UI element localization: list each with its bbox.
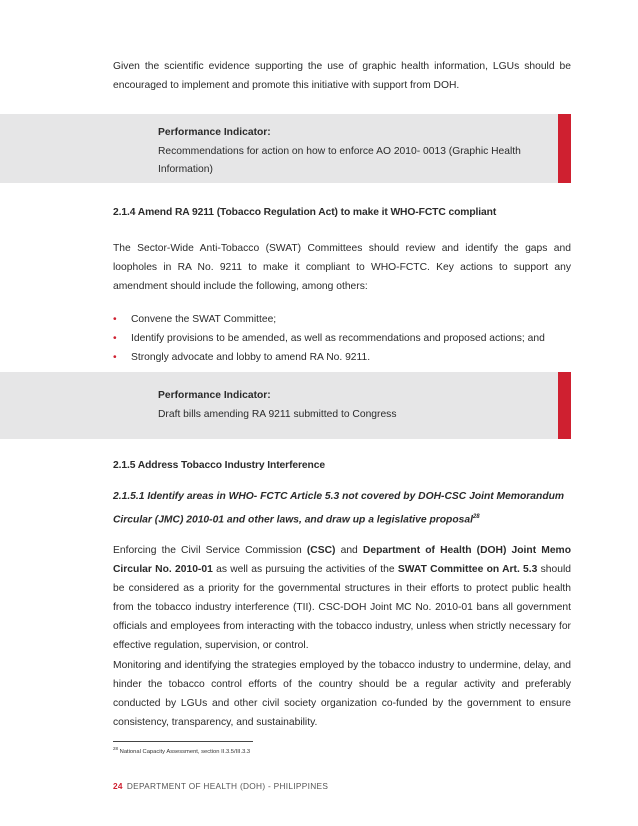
indicator-accent-2: [558, 372, 571, 439]
section-215-heading: 2.1.5 Address Tobacco Industry Interference: [113, 460, 326, 471]
footer-text: DEPARTMENT OF HEALTH (DOH) - PHILIPPINES: [126, 781, 329, 791]
bullet-icon: •: [113, 352, 117, 363]
footnote-ref: 28: [472, 514, 480, 520]
section-214-bullet-list: [113, 310, 583, 367]
indicator-1-text: Recommendations for action on how to enforce AO 2010- 0013 (Graphic Health Information): [158, 146, 521, 175]
page-footer: [113, 781, 328, 791]
section-214-heading: 2.1.4 Amend RA 9211 (Tobacco Regulation Act) to make it WHO-FCTC compliant: [113, 207, 497, 218]
indicator-2-text: Draft bills amending RA 9211 submitted to Congress: [158, 409, 397, 420]
indicator-accent-1: [558, 114, 571, 183]
intro-paragraph: Given the scientific evidence supporting the use of graphic health information, LGUs should be encouraged to implement and promote this initiative with support from DOH.: [113, 61, 571, 91]
footnote: $^{28}$ National Capacity Assessment, section II.3.5/III.3.3: [113, 746, 251, 755]
list-item: • Strongly advocate and lobby to amend RA No. 9211.: [113, 348, 583, 367]
list-item: • Convene the SWAT Committee;: [113, 310, 583, 329]
bullet-icon: •: [113, 333, 117, 344]
page-number: 24: [113, 781, 123, 791]
footnote-divider: [113, 741, 253, 742]
section-215-paragraph-2: Monitoring and identifying the strategies employed by the tobacco industry to undermine, delay, and hinder the tobacco control efforts of the country should be a regular activity and preferably conducted by LGUs and other civil society organization co-funded by the government to ensure consistency, transparency, and sustainability.: [113, 660, 571, 728]
indicator-2-title: Performance Indicator:: [158, 390, 271, 401]
indicator-1-title: Performance Indicator:: [158, 127, 271, 138]
bullet-icon: •: [113, 314, 117, 325]
list-item: • Identify provisions to be amended, as well as recommendations and proposed actions; and: [113, 329, 583, 348]
section-214-body: The Sector-Wide Anti-Tobacco (SWAT) Committees should review and identify the gaps and loopholes in RA No. 9211 to make it compliant to WHO-FCTC. Key actions to support any amendment should include the following, among others:: [113, 243, 571, 292]
section-2151-subheading: 2.1.5.1 Identify areas in WHO- FCTC Article 5.3 not covered by DOH-CSC Joint Memorandum Circular (JMC) 2010-01 and other laws, and draw up a legislative proposal$^{28}$: [113, 491, 565, 526]
section-215-paragraph-1: Enforcing the Civil Service Commission (CSC) and Department of Health (DOH) Joint Memo Circular No. 2010-01 as well as pursuing the activities of the SWAT Committee on Art. 5.3 should be considered as a priority for the governmental structures in their efforts to protect public health from the tobacco industry interference (TII). CSC-DOH Joint MC No. 2010-01 bans all government officials and employees from interacting with the tobacco industry, unless when strictly necessary for effective regulation, supervision, or control.: [113, 545, 572, 651]
